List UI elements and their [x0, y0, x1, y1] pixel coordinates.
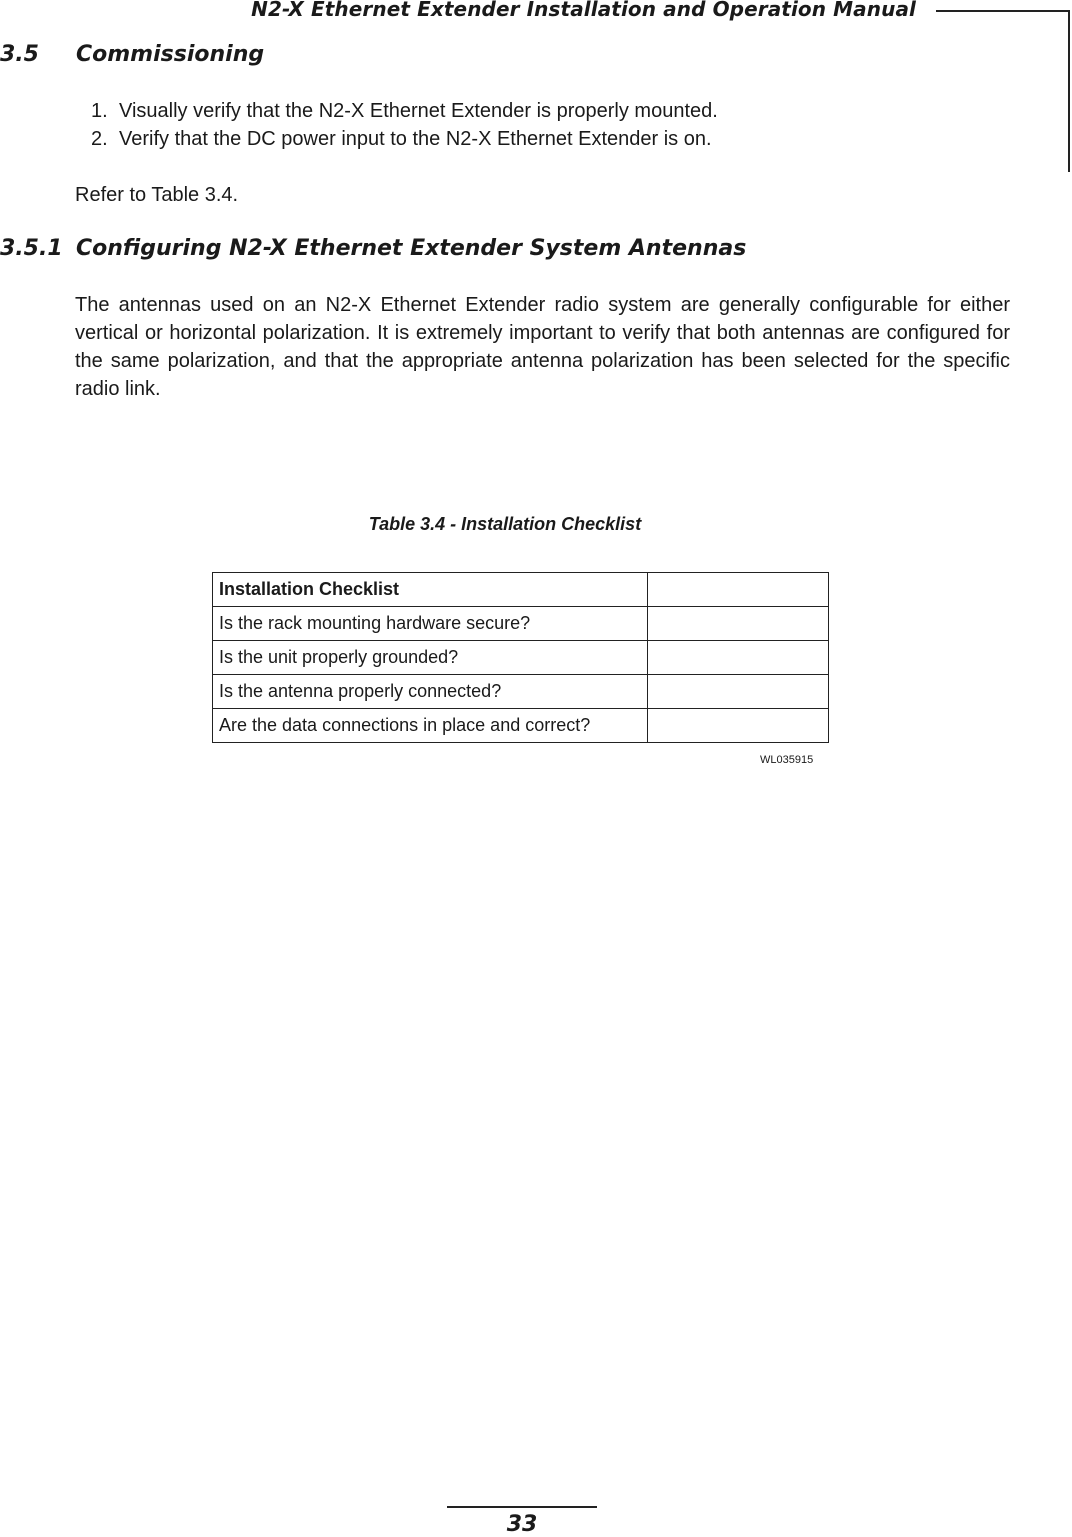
- checklist-question: Is the unit properly grounded?: [213, 641, 648, 675]
- table-caption: Table 3.4 - Installation Checklist: [368, 514, 642, 534]
- section-heading-3-5: [0, 42, 264, 67]
- step-number: 1.: [91, 100, 108, 122]
- check-cell: [648, 675, 829, 709]
- section-title: Configuring N2-X Ethernet Extender System Antennas: [76, 236, 747, 261]
- section-title: Commissioning: [76, 42, 265, 67]
- refer-to-table-text: Refer to Table 3.4.: [75, 184, 239, 206]
- check-cell: [648, 641, 829, 675]
- list-item: [91, 97, 718, 125]
- step-list: [91, 97, 718, 153]
- table-row: [213, 607, 829, 641]
- page-number: 33: [506, 1512, 538, 1537]
- header-rule: [936, 10, 1070, 172]
- checklist-question: Are the data connections in place and correct?: [213, 709, 648, 743]
- table-row: [213, 709, 829, 743]
- checklist-question: Is the rack mounting hardware secure?: [213, 607, 648, 641]
- step-text: Verify that the DC power input to the N2-X Ethernet Extender is on.: [119, 128, 712, 150]
- page-header-title: N2-X Ethernet Extender Installation and Operation Manual: [251, 0, 916, 21]
- table-row: [213, 675, 829, 709]
- check-cell: [648, 573, 829, 607]
- table-row: [213, 641, 829, 675]
- section-number: 3.5.1: [0, 236, 63, 261]
- check-cell: [648, 607, 829, 641]
- installation-checklist-table: [212, 572, 829, 743]
- check-cell: [648, 709, 829, 743]
- table-header-cell: Installation Checklist: [213, 573, 648, 607]
- section-number: 3.5: [0, 42, 39, 67]
- step-number: 2.: [91, 128, 108, 150]
- step-text: Visually verify that the N2-X Ethernet Extender is properly mounted.: [119, 100, 718, 122]
- figure-code: WL035915: [760, 754, 814, 766]
- table-header-row: [213, 573, 829, 607]
- list-item: [91, 125, 718, 153]
- section-heading-3-5-1: [0, 236, 746, 261]
- antenna-paragraph: The antennas used on an N2-X Ethernet Extender radio system are generally configurable for either vertical or horizontal polarization. It is extremely important to verify that both antennas are configured for the same polarization, and that the appropriate antenna polarization has been selected for the specific radio link.: [75, 294, 1010, 400]
- footer-rule: [447, 1506, 597, 1508]
- checklist-question: Is the antenna properly connected?: [213, 675, 648, 709]
